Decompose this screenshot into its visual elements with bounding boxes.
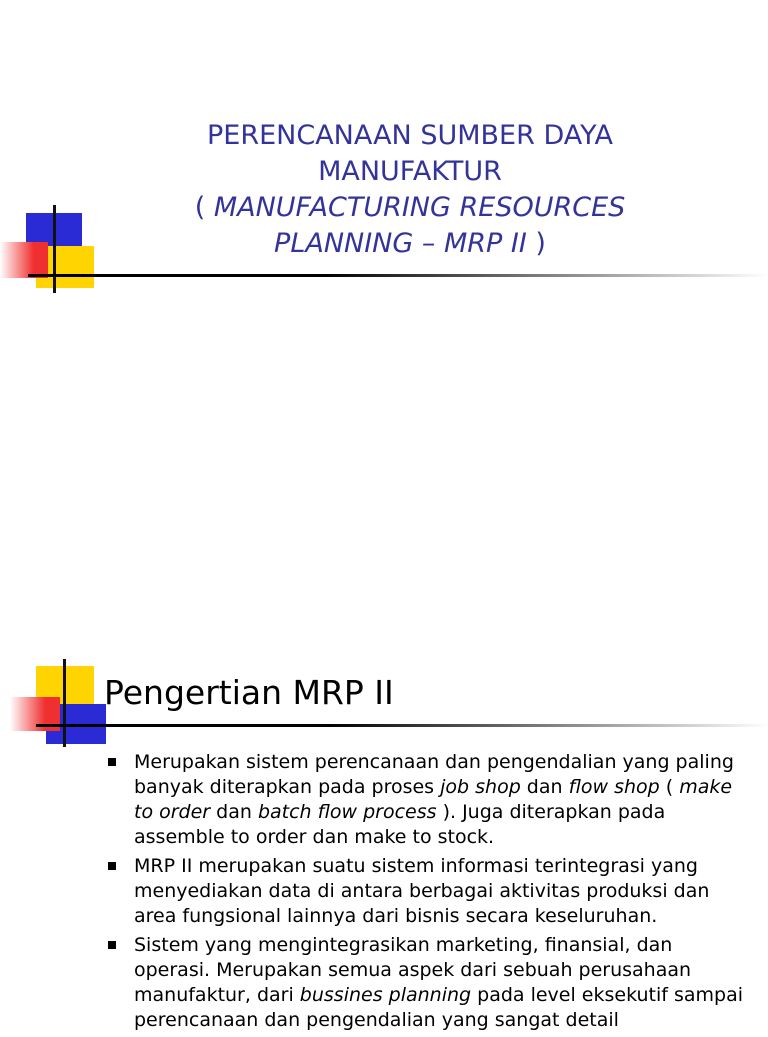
- title-divider-line: [28, 274, 768, 277]
- bullet-3-text-1: Sistem yang mengintegrasikan marketing, finansial, dan operasi. Merupakan semua aspek dari sebuah perusahaan manufaktur, dari: [134, 934, 692, 1006]
- title-line-3-open: (: [194, 192, 214, 223]
- title-line-4-close: ): [526, 228, 546, 259]
- title-line-1: PERENCANAAN SUMBER DAYA: [206, 120, 614, 151]
- bullet-1-italic-4: batch flow process: [257, 801, 437, 823]
- bullet-item-1: [104, 750, 754, 850]
- bullet-square-icon: [108, 941, 116, 949]
- bullet-square-icon: [108, 862, 116, 870]
- bullet-3-italic-1: bussines planning: [299, 984, 472, 1006]
- bullet-1-text-2: dan: [520, 776, 569, 798]
- deco-vertical-line: [53, 205, 56, 293]
- bullet-item-2: [104, 854, 754, 929]
- deco-red-square: [0, 242, 48, 278]
- bullet-square-icon: [108, 758, 116, 766]
- slide-2-title: Pengertian MRP II: [104, 673, 394, 712]
- bullet-2-text: MRP II merupakan suatu sistem informasi terintegrasi yang menyediakan data di antara berbagai aktivitas produksi dan area fungsional lainnya dari bisnis secara keseluruhan.: [134, 855, 710, 927]
- bullet-1-text-1: Merupakan sistem perencanaan dan pengendalian yang paling banyak diterapkan pada proses: [134, 751, 734, 798]
- bullet-list: [104, 750, 754, 1037]
- slide-1-title: [130, 118, 690, 262]
- title-line-4-italic: PLANNING – MRP II: [274, 228, 527, 259]
- bullet-1-text-3: (: [659, 776, 680, 798]
- title-divider-line-2: [36, 724, 768, 727]
- bullet-1-italic-3: make to order: [134, 776, 733, 823]
- bullet-1-text-4: dan: [210, 801, 258, 823]
- title-line-3-italic: MANUFACTURING RESOURCES: [213, 192, 626, 223]
- bullet-3-text-2: pada level eksekutif sampai perencanaan dan pengendalian yang sangat detail: [134, 984, 744, 1031]
- bullet-item-3: [104, 933, 754, 1033]
- deco-vertical-line-2: [63, 659, 66, 747]
- bullet-1-italic-1: job shop: [440, 776, 521, 798]
- title-line-2: MANUFAKTUR: [318, 156, 502, 187]
- bullet-1-italic-2: flow shop: [568, 776, 660, 798]
- bullet-1-text-5: ). Juga diterapkan pada assemble to order dan make to stock.: [134, 801, 666, 848]
